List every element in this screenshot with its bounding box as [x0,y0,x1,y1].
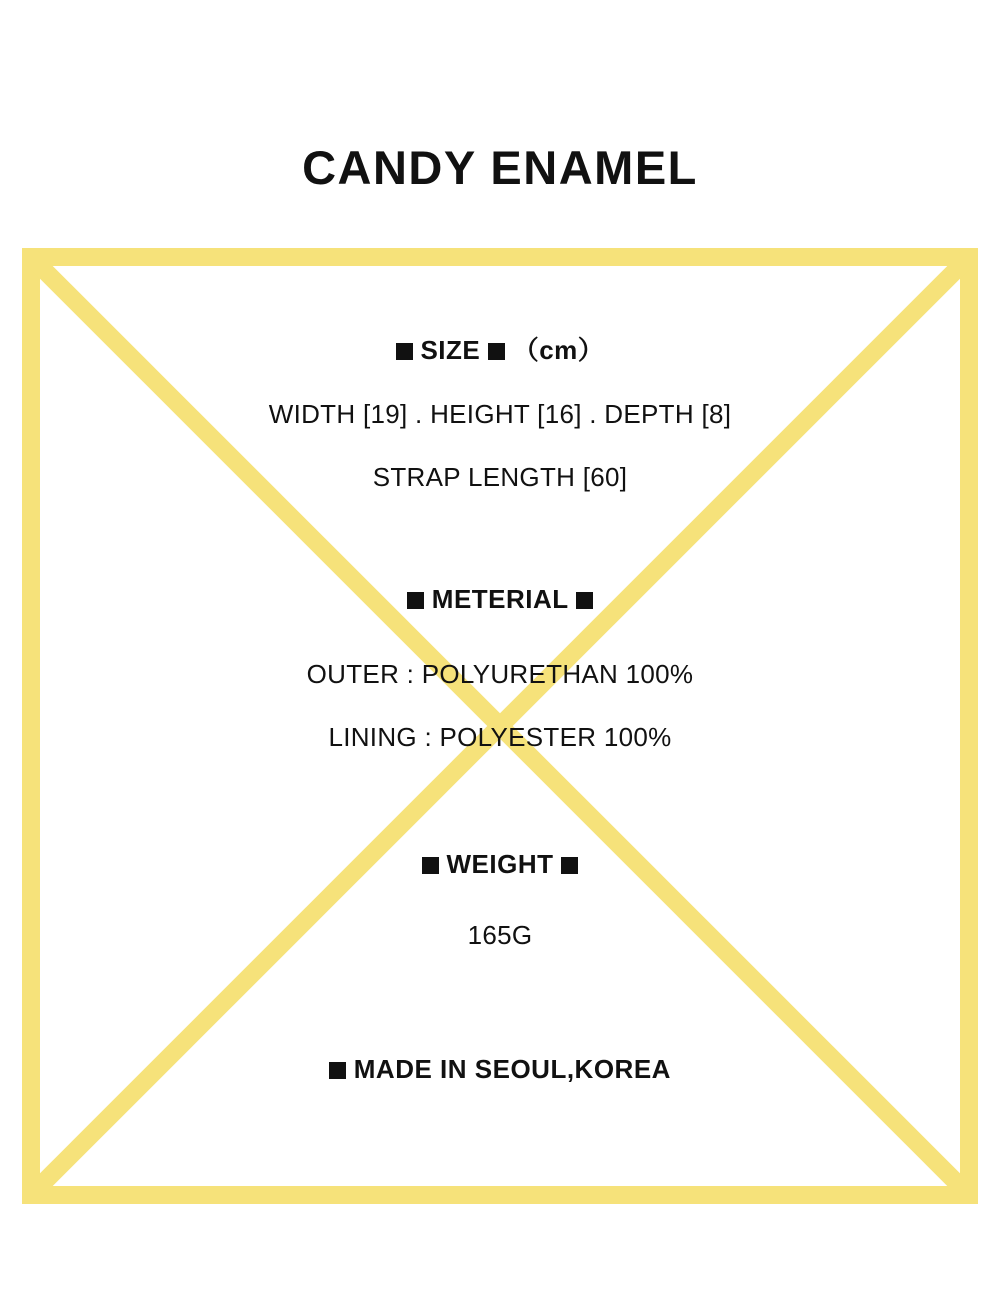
origin-heading [329,1054,671,1084]
square-bullet-icon [407,592,424,609]
square-bullet-icon [561,857,578,874]
weight-heading: WEIGHT [422,849,578,879]
origin-label: MADE IN SEOUL,KOREA [353,1054,671,1085]
square-bullet-icon [396,343,413,360]
section-material-heading [0,584,1000,615]
square-bullet-icon [576,592,593,609]
size-line-strap: STRAP LENGTH [60] [372,462,628,493]
page-title: CANDY ENAMEL [302,141,698,194]
section-origin [0,1054,1000,1085]
info-content [0,248,1000,1204]
size-heading: SIZE （cm） [396,335,605,365]
material-line-lining: LINING : POLYESTER 100% [328,721,672,752]
weight-value: 165G [467,920,533,951]
section-size-heading [0,330,1000,367]
material-heading: METERIAL [407,584,593,614]
material-line-outer: OUTER : POLYURETHAN 100% [306,658,694,689]
square-bullet-icon [422,857,439,874]
size-line-dimensions: WIDTH [19] . HEIGHT [16] . DEPTH [8] [268,399,732,429]
section-weight-heading [0,849,1000,880]
square-bullet-icon [488,343,505,360]
square-bullet-icon [329,1062,346,1079]
